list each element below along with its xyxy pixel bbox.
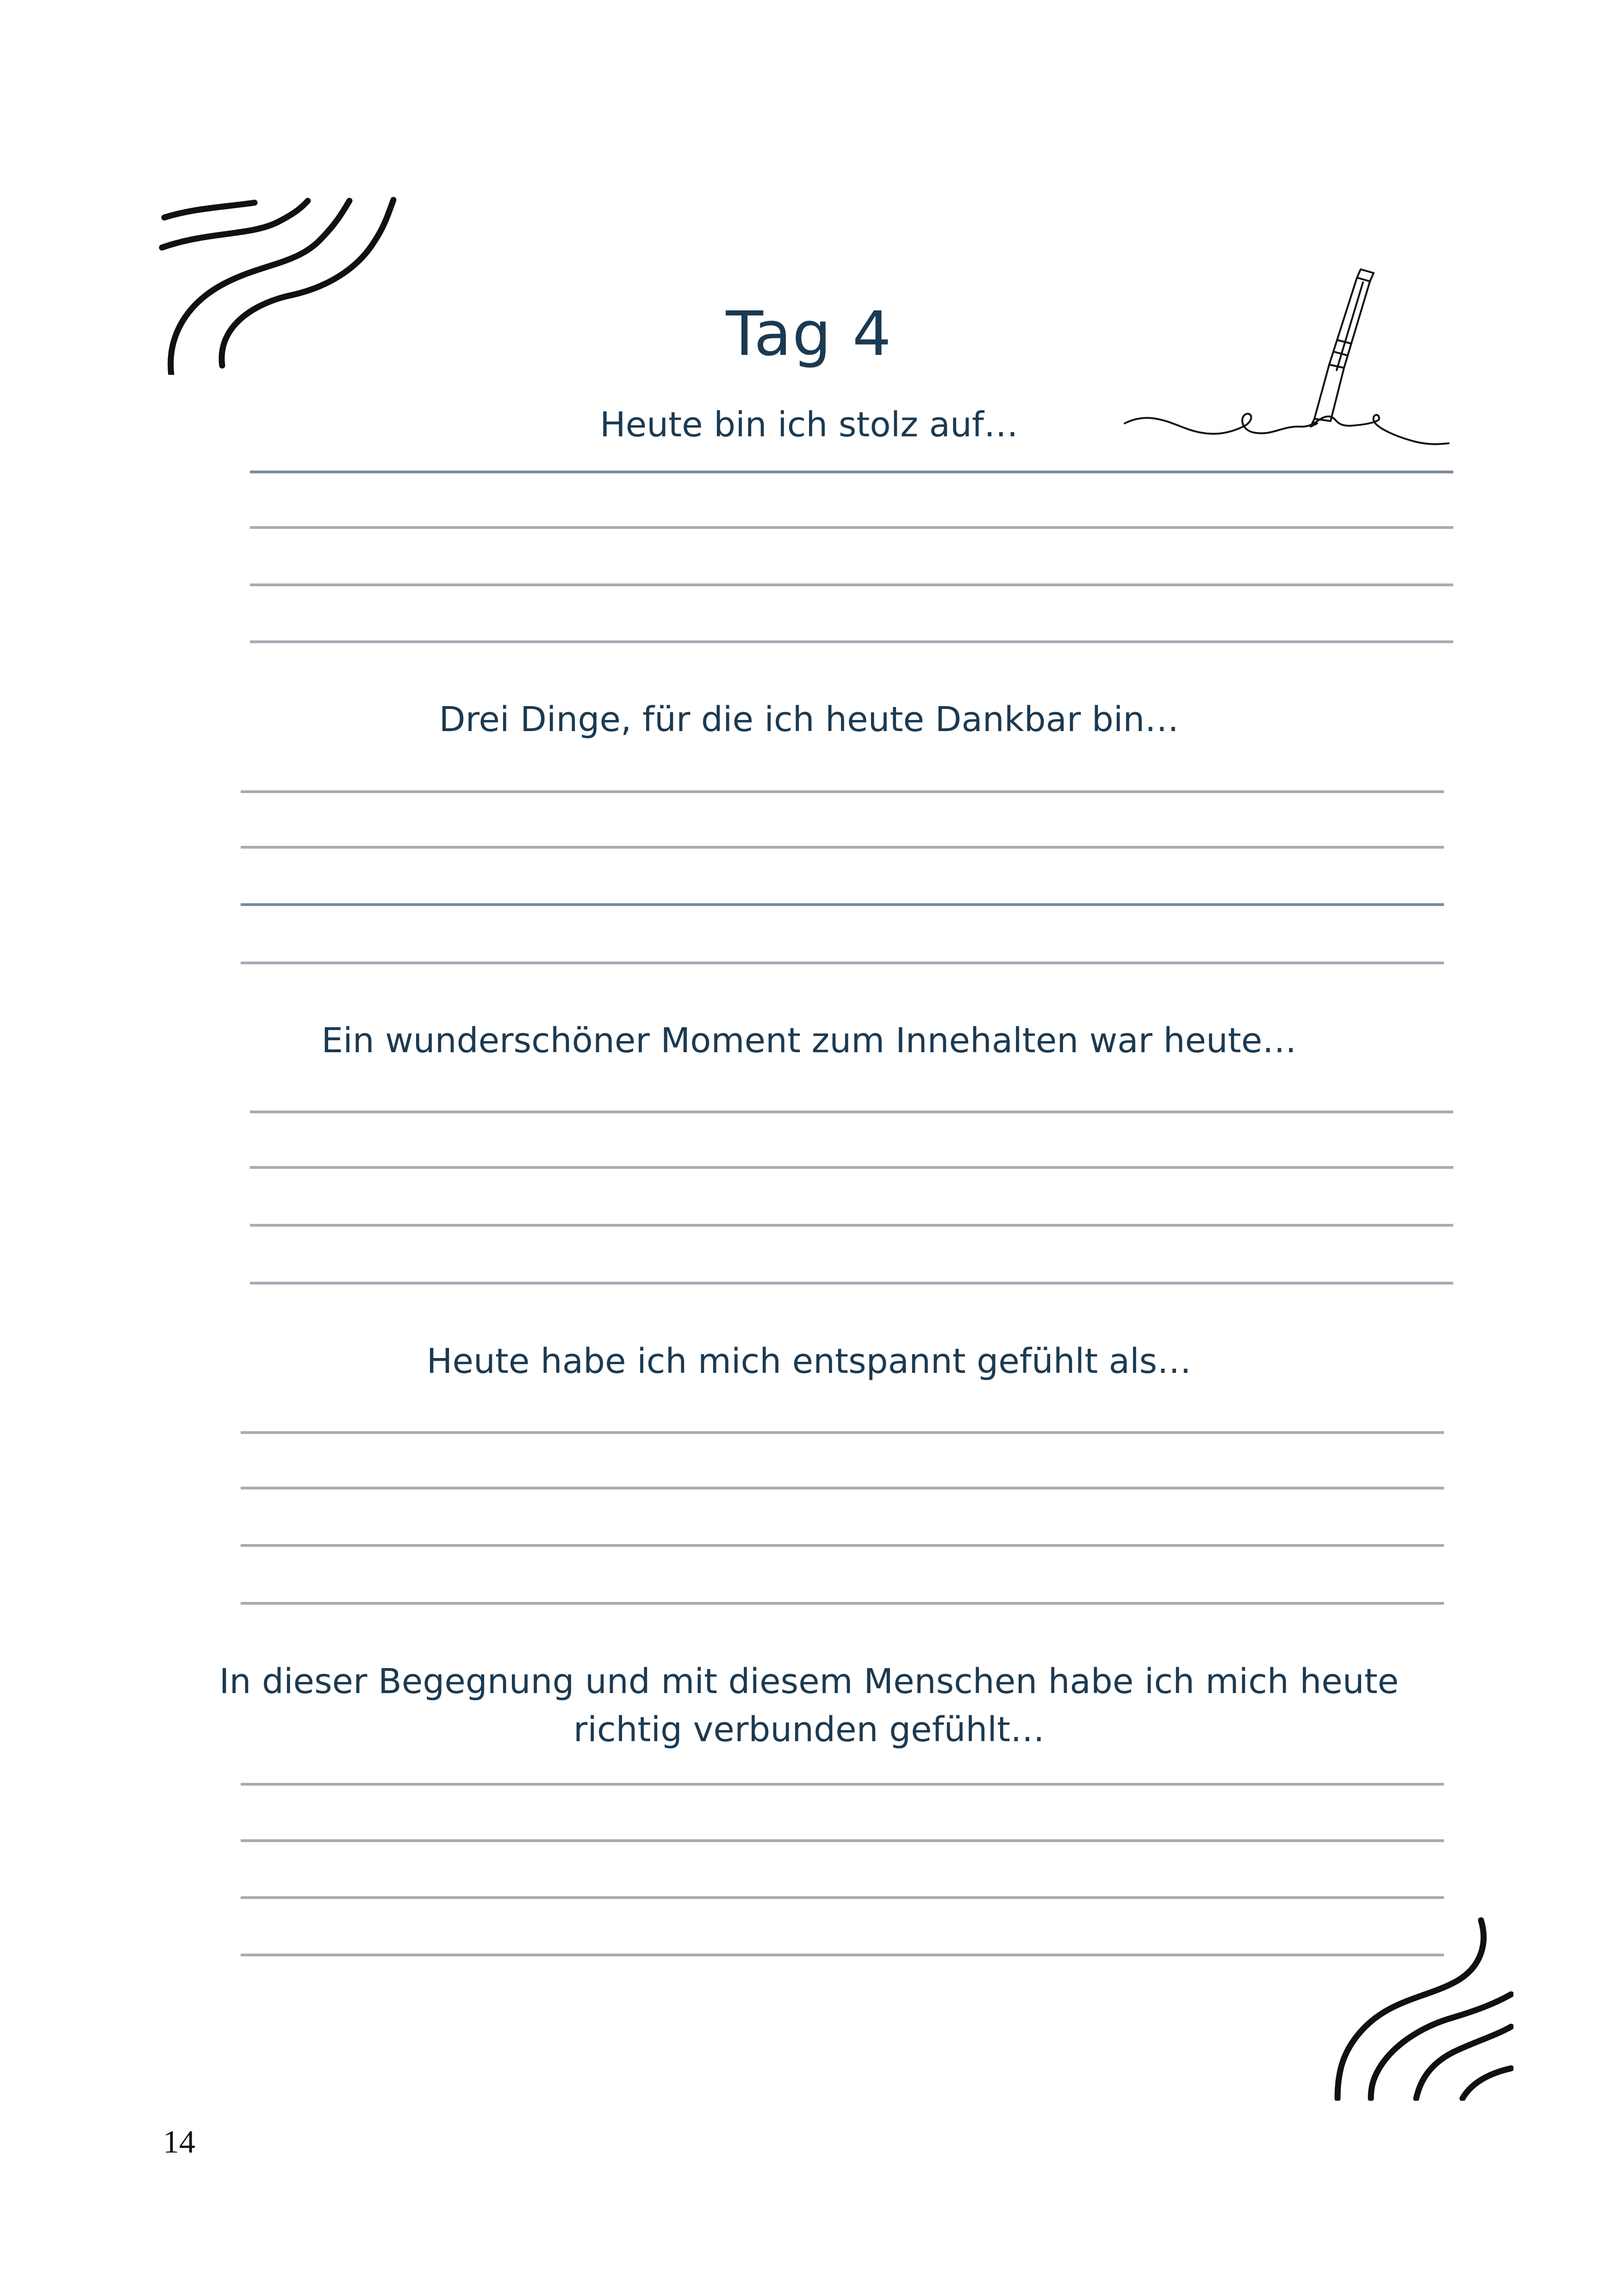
section-1-prompt: Heute bin ich stolz auf…: [600, 405, 1018, 445]
writing-line[interactable]: [241, 1487, 1444, 1489]
writing-line[interactable]: [241, 1839, 1444, 1842]
writing-line[interactable]: [250, 640, 1453, 643]
writing-line[interactable]: [241, 790, 1444, 793]
writing-line[interactable]: [250, 1166, 1453, 1169]
writing-line[interactable]: [241, 1431, 1444, 1434]
section-5-prompt: [0, 1657, 1618, 1754]
section-5-prompt-line-1: In dieser Begegnung und mit diesem Menschen habe ich mich heute: [219, 1662, 1399, 1701]
section-3-prompt: Ein wunderschöner Moment zum Innehalten war heute…: [321, 1021, 1297, 1061]
writing-line[interactable]: [241, 962, 1444, 964]
writing-line[interactable]: [241, 1783, 1444, 1786]
writing-line[interactable]: [241, 1544, 1444, 1547]
writing-line[interactable]: [241, 1602, 1444, 1605]
wavy-lines-icon: [1328, 1916, 1513, 2101]
section-4-prompt: Heute habe ich mich entspannt gefühlt als…: [426, 1341, 1192, 1381]
writing-line[interactable]: [241, 1954, 1444, 1956]
writing-line[interactable]: [241, 846, 1444, 849]
writing-line[interactable]: [250, 1282, 1453, 1285]
writing-line[interactable]: [250, 526, 1453, 529]
page-title: Tag 4: [726, 298, 892, 370]
writing-line[interactable]: [250, 471, 1453, 473]
section-5-prompt-line-2: richtig verbunden gefühlt…: [573, 1710, 1045, 1750]
writing-line[interactable]: [241, 903, 1444, 906]
writing-line[interactable]: [250, 1224, 1453, 1227]
page-number: 14: [163, 2124, 195, 2160]
writing-line[interactable]: [250, 583, 1453, 586]
writing-line[interactable]: [241, 1896, 1444, 1899]
writing-line[interactable]: [250, 1111, 1453, 1113]
section-2-prompt: Drei Dinge, für die ich heute Dankbar bin…: [439, 700, 1179, 739]
